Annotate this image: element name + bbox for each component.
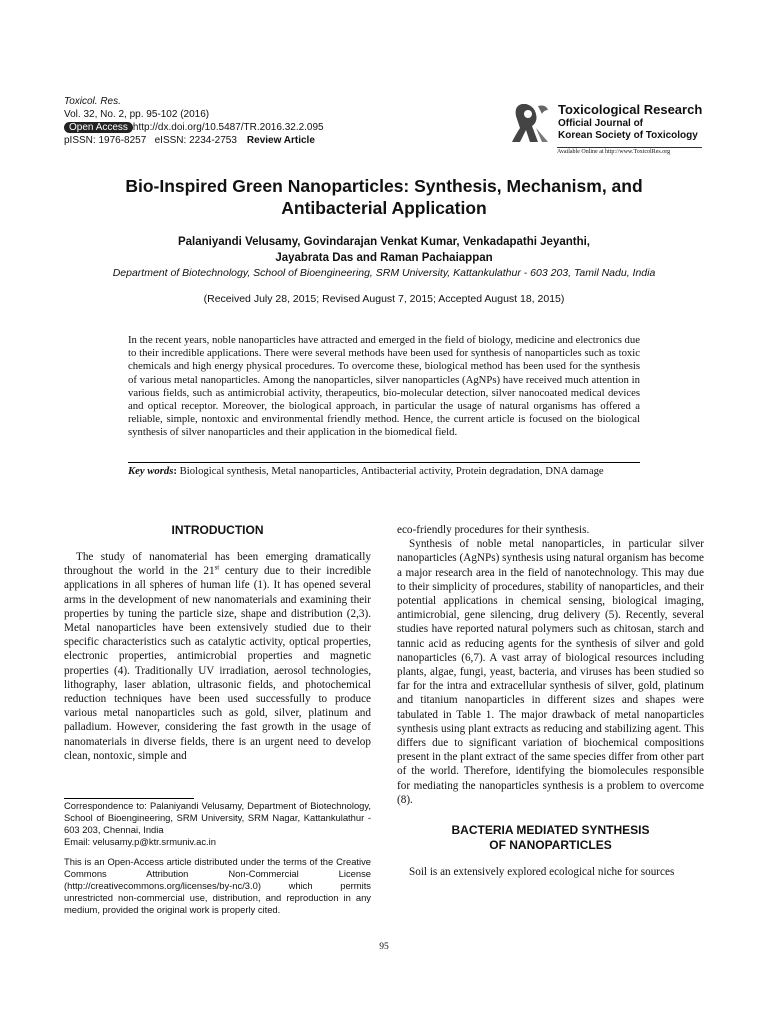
right-paragraph-0: eco-friendly procedures for their synthesis. (397, 524, 590, 536)
available-online: Available Online at http://www.ToxicolRes.org (557, 149, 671, 155)
doi-link[interactable]: http://dx.doi.org/10.5487/TR.2016.32.2.095 (132, 122, 324, 133)
footnote-divider (64, 798, 194, 799)
intro-p1-superscript: st (214, 563, 220, 572)
correspondence-footnote (64, 800, 371, 848)
authors-line-1: Palaniyandi Velusamy, Govindarajan Venkat Kumar, Venkadapathi Jeyanthi, (177, 236, 591, 248)
right-column (397, 523, 704, 879)
keywords-text: Biological synthesis, Metal nanoparticles, Antibacterial activity, Protein degradation, DNA damage (179, 465, 604, 477)
journal-subtitle (558, 118, 698, 142)
bacteria-heading-line-1: BACTERIA MEDIATED SYNTHESIS (451, 823, 650, 838)
bacteria-heading-line-2: OF NANOPARTICLES (489, 838, 612, 853)
journal-abbrev: Toxicol. Res. (64, 96, 121, 107)
page-number: 95 (379, 942, 389, 952)
issn: pISSN: 1976-8257 eISSN: 2234-2753 (64, 135, 237, 146)
license-footnote: This is an Open-Access article distributed under the terms of the Creative Commons Attribution Non-Commercial License (http://creativecommons.org/licenses/by-nc/3.0) which permits unrestricted non-commercial use, distribution, and reproduction in any medium, provided the original work is properly cited. (64, 856, 371, 915)
abstract-divider (128, 462, 640, 463)
correspondence: Correspondence to: Palaniyandi Velusamy, Department of Biotechnology, School of Bioengineering, SRM University, SRM Nagar, Kattankulathur - 603 203, Chennai, India (64, 800, 371, 835)
right-paragraph-2: Soil is an extensively explored ecological niche for sources (409, 866, 675, 879)
authors-line-2: Jayabrata Das and Raman Pachaiappan (275, 252, 493, 264)
journal-name: Toxicological Research (558, 102, 703, 117)
introduction-heading: INTRODUCTION (171, 523, 264, 537)
right-paragraph-1: Synthesis of noble metal nanoparticles, in particular silver nanoparticles (AgNPs) synthesis using natural organism has become a major research area in the field of nanotechnology. This may due to their simplicity of procedures, stability of nanoparticles, and their potential applications in chemical sensing, biological imaging, antimicrobial, gene silencing, drug delivery (5). Recently, several studies have reported natural polymers such as chitosan, starch and tannic acid as reducing agents for the synthesis of silver and gold nanoparticles (6,7). A vast array of biological resources including plants, algae, fungi, yeast, bacteria, and viruses has been studied so far for the intra and extracellular synthesis of silver, gold, platinum and titanium nanoparticles in different sizes and shapes were tabulated in Table 1. The major drawback of metal nanoparticles synthesis using plant extracts as reducing and stabilizing agent. This differs due to significant variation of biochemical compositions present in the plant extract of the same species differ from other part of the world. Therefore, identifying the biomolecules responsible for mediating the nanoparticles synthesis is a problem to overcome (8). (397, 538, 704, 806)
intro-p1-part-b: century due to their incredible applications in all spheres of human life (1). It has opened several arms in the development of new nanomaterials and examining their properties by tuning the particle size, shape and distribution (2,3). Metal nanoparticles have been extensively studied due to their specific characteristics such as catalytic activity, optical properties, electronic properties, antimicrobial properties and magnetic properties (4). Traditionally UV irradiation, aerosol technologies, lithography, laser ablation, ultrasonic fields, and photochemical reduction techniques have been used successfully to produce various metal nanoparticles such as gold, silver, platinum and palladium. However, considering the fast growth in the usage of nanomaterials in diverse fields, there is an urgent need to develop clean, nontoxic, simple and (64, 565, 371, 762)
journal-sub1: Official Journal of (558, 118, 644, 129)
journal-emblem-icon (508, 98, 554, 146)
intro-paragraph-1 (64, 550, 371, 763)
left-column (64, 523, 371, 763)
affiliation: Department of Biotechnology, School of Bioengineering, SRM University, Kattankulathur - 603 203, Tamil Nadu, India (112, 267, 656, 279)
authors (100, 234, 668, 266)
keywords: Key words: Biological synthesis, Metal nanoparticles, Antibacterial activity, Protein degradation, DNA damage (128, 465, 604, 477)
journal-header-info (64, 95, 324, 147)
correspondence-email: Email: velusamy.p@ktr.srmuniv.ac.in (64, 836, 216, 847)
journal-sub2: Korean Society of Toxicology (558, 130, 698, 141)
keywords-label: Key words (128, 465, 174, 477)
article-title: Bio-Inspired Green Nanoparticles: Synthesis, Mechanism, and Antibacterial Application (125, 176, 643, 218)
volume-line: Vol. 32, No. 2, pp. 95-102 (2016) (64, 109, 210, 120)
received-dates: (Received July 28, 2015; Revised August 7, 2015; Accepted August 18, 2015) (203, 293, 565, 305)
bacteria-heading (397, 823, 704, 853)
doi-line (64, 121, 324, 134)
issn-line (64, 134, 324, 147)
intro-p1-part-a: The study of nanomaterial has been emerging dramatically throughout the world in the 21 (64, 551, 371, 578)
article-type: Review Article (246, 135, 315, 146)
open-access-badge: Open Access (64, 122, 133, 133)
header-divider (557, 147, 702, 148)
abstract: In the recent years, noble nanoparticles have attracted and emerged in the field of biology, medicine and electronics due to their incredible applications. There were several methods have been used for synthesis of nanoparticles such as toxic chemicals and high energy physical procedures. To overcome these, biological method has been used for the synthesis of various metal nanoparticles. Among the nanoparticles, silver nanoparticles (AgNPs) have received much attention in various fields, such as antimicrobial activity, therapeutics, bio-molecular detection, silver nanocoated medical devices and optical receptor. Moreover, the biological approach, in particular the usage of natural organisms has offered a reliable, simple, nontoxic and environmental friendly method. Hence, the current article is focused on the biological synthesis of silver nanoparticles and their application in the biomedical field. (128, 334, 640, 439)
